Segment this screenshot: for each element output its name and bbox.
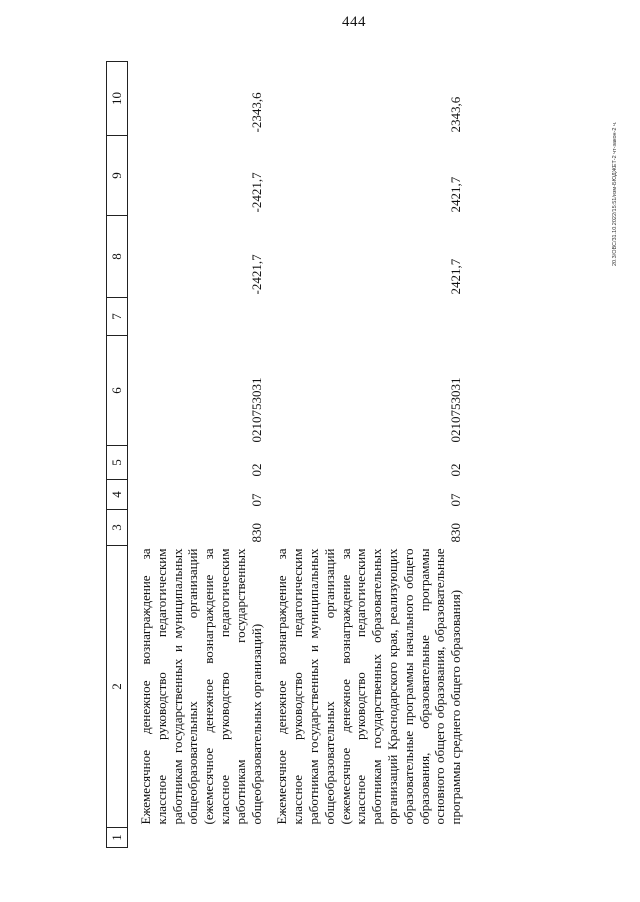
cell-col1 — [274, 828, 464, 848]
table-row — [274, 62, 464, 848]
budget-table — [106, 61, 464, 848]
cell-subsection: 02 — [448, 463, 464, 477]
cell-amount-col8: -2421,7 — [248, 254, 264, 295]
col-header-4: 4 — [107, 480, 128, 510]
cell-col1 — [138, 828, 264, 848]
cell-target-article: 0210753031 — [248, 377, 264, 443]
cell-target-article: 0210753031 — [448, 377, 464, 443]
cell-expense-type — [138, 298, 264, 336]
col-header-6: 6 — [107, 336, 128, 446]
cell-ministry-code: 830 — [448, 523, 464, 543]
row-description-text: Ежемесячное денежное вознаграждение за классное руководство педагогическим работникам государственных и муниципальных общеобразовательных организаций (ежемесячное денежное вознаграждение за классное руководство педагогическим работникам государственных общеобразовательных организаций) — [138, 548, 264, 825]
row-description — [138, 546, 264, 828]
cell-expense-type — [274, 298, 464, 336]
cell-amount-col10: 2343,6 — [448, 96, 464, 133]
cell-amount-col8: 2421,7 — [448, 258, 464, 295]
cell-amount-col9: -2421,7 — [248, 172, 264, 213]
cell-amount-col9: 2421,7 — [448, 176, 464, 213]
budget-table-rotated — [106, 62, 606, 848]
page-number: 444 — [342, 14, 366, 30]
cell-section: 07 — [448, 493, 464, 507]
column-number-row — [107, 62, 128, 848]
col-header-3: 3 — [107, 510, 128, 546]
cell-subsection: 02 — [248, 463, 264, 477]
document-stamp: 20.3/ОВС/31.10.2022/15:51/изм-БЮДЖЕТ-2 чт-закон-2 ч. — [612, 121, 618, 266]
col-header-7: 7 — [107, 298, 128, 336]
col-header-2: 2 — [107, 546, 128, 828]
row-description-text: Ежемесячное денежное вознаграждение за классное руководство педагогическим работникам государственных и муниципальных общеобразовательных организаций (ежемесячное денежное вознаграждение за классное руководство педагогическим работникам государственных образовательных организаций Краснодарского края, реализующих образовательные программы начального общего образования, образовательные программы основного общего образования, образовательные программы среднего общего образования) — [274, 548, 464, 825]
row-description — [274, 546, 464, 828]
cell-ministry-code: 830 — [248, 523, 264, 543]
col-header-1: 1 — [107, 828, 128, 848]
col-header-5: 5 — [107, 446, 128, 480]
table-row — [138, 62, 264, 848]
cell-section: 07 — [248, 493, 264, 507]
cell-amount-col10: -2343,6 — [248, 92, 264, 133]
col-header-9: 9 — [107, 136, 128, 216]
col-header-8: 8 — [107, 216, 128, 298]
col-header-10: 10 — [107, 62, 128, 136]
